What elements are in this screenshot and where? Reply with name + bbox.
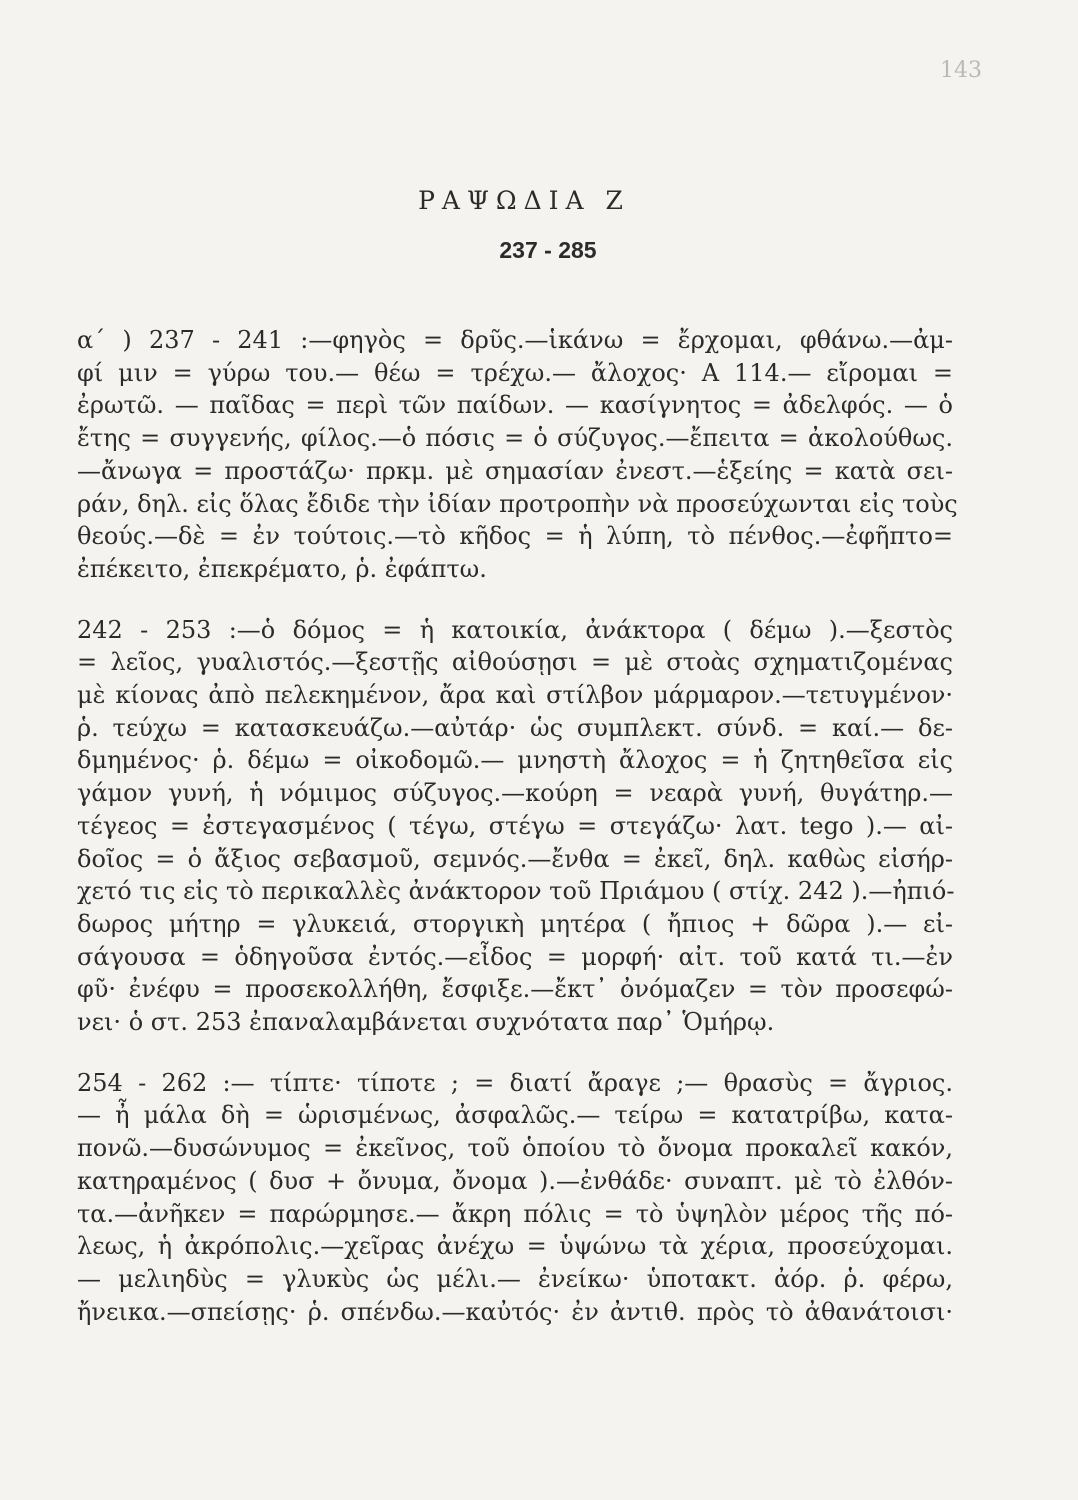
- chapter-title: ΡΑΨΩΔΙΑ Ζ: [418, 186, 630, 215]
- text-line: α΄ ) 237 - 241 :—φηγὸς = δρῦς.—ἱκάνω = ἔρχομαι, φθάνω.—ἀμ-: [77, 326, 953, 354]
- text-line: ἤνεικα.—σπείσῃς· ῥ. σπένδω.—καὐτός· ἐν ἀντιθ. πρὸς τὸ ἀθανάτοισι·: [77, 1297, 953, 1326]
- text-line: —ἄνωγα = προστάζω· πρκμ. μὲ σημασίαν ἐνεστ.—ἑξείης = κατὰ σει-: [77, 456, 953, 485]
- text-line: = λεῖος, γυαλιστός.—ξεστῇς αἰθούσῃσι = μὲ στοὰς σχηματιζομένας: [77, 648, 953, 677]
- text-line: δοῖος = ὁ ἄξιος σεβασμοῦ, σεμνός.—ἔνθα = ἐκεῖ, δηλ. καθὼς εἰσήρ-: [77, 844, 953, 873]
- text-line: λεως, ἡ ἀκρόπολις.—χεῖρας ἀνέχω = ὑψώνω τὰ χέρια, προσεύχομαι.: [77, 1232, 953, 1261]
- page-number: 143: [940, 58, 982, 83]
- text-line: μὲ κίονας ἀπὸ πελεκημένον, ἄρα καὶ στίλβον μάρμαρον.—τετυγμένον·: [77, 681, 953, 710]
- text-line: νει· ὁ στ. 253 ἐπαναλαμβάνεται συχνότατα παρ᾽ Ὁμήρῳ.: [77, 1008, 775, 1037]
- text-line: — ἦ μάλα δὴ = ὡρισμένως, ἀσφαλῶς.— τείρω = κατατρίβω, κατα-: [77, 1101, 953, 1130]
- text-line: δμημένος· ῥ. δέμω = οἰκοδομῶ.— μνηστὴ ἄλοχος = ἡ ζητηθεῖσα εἰς: [77, 746, 953, 775]
- commentary-paragraph-2: [77, 614, 953, 1039]
- text-line: ράν, δηλ. εἰς ὅλας ἔδιδε τὴν ἰδίαν προτροπὴν νὰ προσεύχωνται εἰς τοὺς: [77, 489, 958, 518]
- text-line: — μελιηδὺς = γλυκὺς ὡς μέλι.— ἐνείκω· ὑποτακτ. ἀόρ. ῥ. φέρω,: [77, 1264, 953, 1293]
- text-line: τα.—ἀνῆκεν = παρώρμησε.— ἄκρη πόλις = τὸ ὑψηλὸν μέρος τῆς πό-: [77, 1199, 953, 1228]
- commentary-paragraph-3: [77, 1067, 953, 1329]
- chapter-header: [0, 186, 1078, 264]
- text-line: σάγουσα = ὁδηγοῦσα ἐντός.—εἶδος = μορφή· αἰτ. τοῦ κατά τι.—ἐν: [77, 942, 953, 971]
- text-line: ἐπέκειτο, ἐπεκρέματο, ῥ. ἐφάπτω.: [77, 554, 487, 583]
- text-line: ἐρωτῶ. — παῖδας = περὶ τῶν παίδων. — κασίγνητος = ἀδελφός. — ὁ: [77, 391, 953, 420]
- text-line: γάμον γυνή, ἡ νόμιμος σύζυγος.—κούρη = νεαρὰ γυνή, θυγάτηρ.—: [77, 779, 953, 808]
- verse-range: 237 - 285: [499, 237, 597, 263]
- text-line: φί μιν = γύρω του.— θέω = τρέχω.— ἄλοχος· Α 114.— εἴρομαι =: [77, 358, 953, 387]
- text-line: ῥ. τεύχω = κατασκευάζω.—αὐτάρ· ὡς συμπλεκτ. σύνδ. = καί.— δε-: [77, 713, 953, 742]
- text-line: θεούς.—δὲ = ἐν τούτοις.—τὸ κῆδος = ἡ λύπη, τὸ πένθος.—ἐφῆπτο=: [77, 522, 953, 551]
- text-line: χετό τις εἰς τὸ περικαλλὲς ἀνάκτορον τοῦ Πριάμου ( στίχ. 242 ).—ἠπιό-: [77, 877, 955, 906]
- text-line: δωρος μήτηρ = γλυκειά, στοργικὴ μητέρα ( ἤπιος + δῶρα ).— εἰ-: [77, 909, 953, 938]
- text-line: κατηραμένος ( δυσ + ὄνυμα, ὄνομα ).—ἐνθάδε· συναπτ. μὲ τὸ ἐλθόν-: [77, 1166, 953, 1195]
- text-line: 254 - 262 :— τίπτε· τίποτε ; = διατί ἄραγε ;— θρασὺς = ἄγριος.: [77, 1068, 953, 1097]
- text-line: πονῶ.—δυσώνυμος = ἐκεῖνος, τοῦ ὁποίου τὸ ὄνομα προκαλεῖ κακόν,: [77, 1134, 953, 1163]
- text-line: τέγεος = ἐστεγασμένος ( τέγω, στέγω = στεγάζω· λατ. tego ).— αἰ-: [77, 811, 953, 840]
- text-line: 242 - 253 :—ὁ δόμος = ἡ κατοικία, ἀνάκτορα ( δέμω ).—ξεστὸς: [77, 615, 953, 644]
- commentary-paragraph-1: [77, 324, 958, 586]
- text-line: φῦ· ἐνέφυ = προσεκολλήθη, ἔσφιξε.—ἔκτ᾽ ὀνόμαζεν = τὸν προσεφώ-: [77, 975, 953, 1004]
- commentary-body: [77, 324, 958, 1356]
- text-line: ἔτης = συγγενής, φίλος.—ὁ πόσις = ὁ σύζυγος.—ἔπειτα = ἀκολούθως.: [77, 424, 953, 453]
